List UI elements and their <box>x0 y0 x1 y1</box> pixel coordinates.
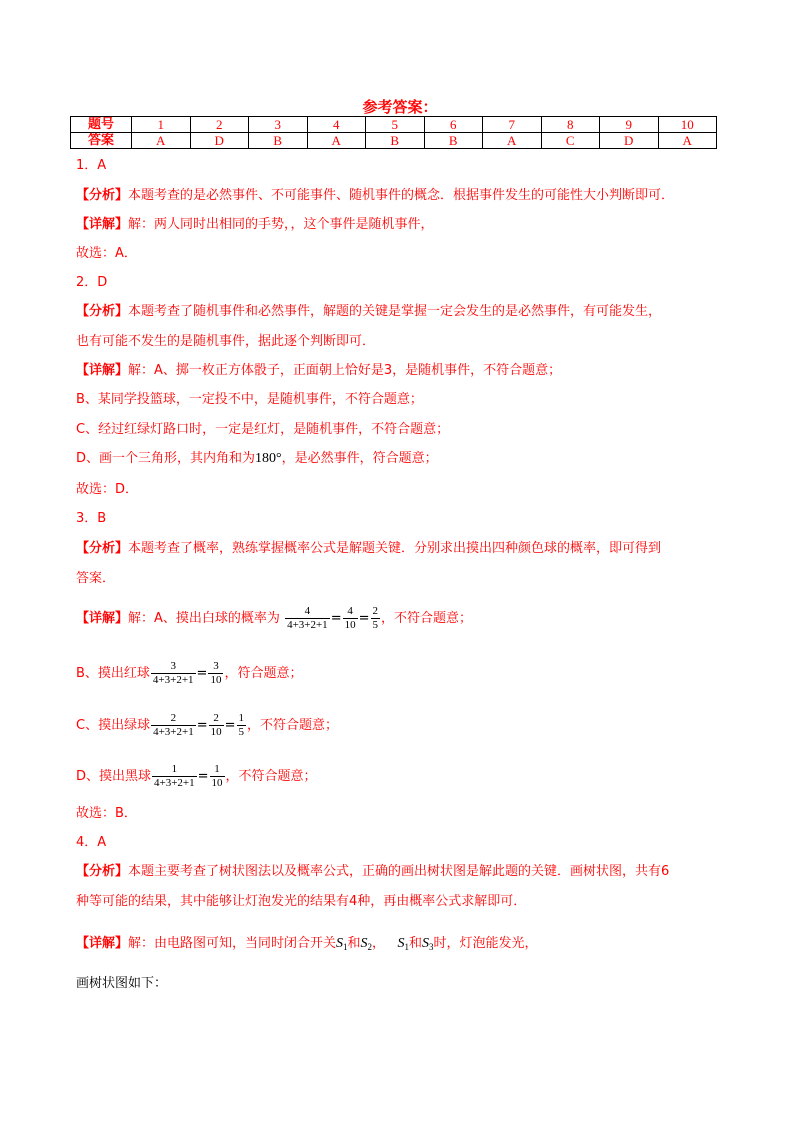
q1-detail <box>76 216 434 234</box>
detail-tag: 【详解】 <box>76 611 129 626</box>
subscript: 3 <box>428 942 434 952</box>
table-cell: B <box>424 133 483 149</box>
numerator: 3 <box>170 660 176 672</box>
equals-sign: = <box>358 611 370 626</box>
table-cell: 5 <box>366 117 425 133</box>
analysis-tag: 【分析】 <box>76 864 129 879</box>
and-word: 和 <box>347 936 361 951</box>
option-c-text: C、摸出绿球 <box>76 718 151 733</box>
table-cell: A <box>307 133 366 149</box>
detail-text: 解：两人同时出相同的手势，，这个事件是随机事件， <box>128 217 434 232</box>
subscript: 1 <box>404 942 409 952</box>
q2-option-b: B、某同学投篮球，一定投不中，是随机事件，不符合题意； <box>76 392 423 407</box>
table-header-answer: 答案 <box>71 133 132 149</box>
q3-option-b <box>76 660 302 687</box>
denominator: 4+3+2+1 <box>154 777 195 789</box>
analysis-text: 本题考查的是必然事件、不可能事件、随机事件的概念．根据事件发生的可能性大小判断即可． <box>128 188 675 203</box>
q3-choice: 故选：B． <box>76 806 137 821</box>
detail-tag: 【详解】 <box>76 217 129 232</box>
switch-s2 <box>361 936 373 951</box>
q2-heading: 2．D <box>76 275 108 290</box>
q4-analysis <box>76 863 669 881</box>
numerator: 4 <box>304 605 311 617</box>
q2-analysis <box>76 303 661 321</box>
numerator: 1 <box>214 763 220 775</box>
equals-sign: = <box>196 666 208 681</box>
q4-detail <box>76 935 538 956</box>
comma: ， <box>372 936 386 951</box>
analysis-tag: 【分析】 <box>76 188 129 203</box>
numerator: 1 <box>238 712 245 724</box>
table-cell: 6 <box>424 117 483 133</box>
switch-s1 <box>336 936 348 951</box>
analysis-text: 本题考查了随机事件和必然事件，解题的关键是掌握一定会发生的是必然事件，有可能发生， <box>128 304 662 319</box>
q1-heading: 1．A <box>76 158 107 173</box>
denominator: 10 <box>210 726 222 738</box>
fraction <box>152 763 197 790</box>
table-cell: 3 <box>249 117 308 133</box>
q2-detail <box>76 362 561 380</box>
table-header-number: 题号 <box>71 117 132 133</box>
equals-sign: = <box>197 769 209 784</box>
detail-tail: 时，灯泡能发光， <box>433 936 538 951</box>
table-cell: 8 <box>541 117 600 133</box>
equals-sign: = <box>224 718 236 733</box>
q4-heading: 4．A <box>76 835 107 850</box>
subscript: 1 <box>343 942 348 952</box>
detail-text: 解：由电路图可知，当同时闭合开关 <box>128 936 337 951</box>
detail-tag: 【详解】 <box>76 936 129 951</box>
fraction <box>210 763 225 790</box>
fraction <box>151 660 196 687</box>
detail-option-a: 解：A、掷一枚正方体骰子，正面朝上恰好是3，是随机事件，不符合题意； <box>128 363 562 378</box>
denominator: 10 <box>344 619 356 631</box>
fraction <box>208 660 223 687</box>
table-cell: 7 <box>483 117 542 133</box>
equals-sign: = <box>196 718 208 733</box>
angle-value: 180° <box>255 451 282 466</box>
option-a-text: 解：A、摸出白球的概率为 <box>128 611 280 626</box>
switch-letter: S <box>360 936 368 951</box>
table-cell: A <box>658 133 717 149</box>
table-cell: B <box>366 133 425 149</box>
numerator: 1 <box>171 763 178 775</box>
option-d-text: D、画一个三角形，其内角和为 <box>76 451 256 466</box>
table-cell: 1 <box>132 117 191 133</box>
table-cell: 4 <box>307 117 366 133</box>
q3-option-c <box>76 712 338 739</box>
table-cell: A <box>483 133 542 149</box>
fraction <box>343 605 358 632</box>
denominator: 4+3+2+1 <box>153 726 194 738</box>
analysis-tag: 【分析】 <box>76 304 129 319</box>
numerator: 2 <box>170 712 177 724</box>
q2-analysis-cont: 也有可能不发生的是随机事件，据此逐个判断即可． <box>76 334 376 349</box>
table-cell: A <box>132 133 191 149</box>
option-b-tail: ，符合题意； <box>224 666 303 681</box>
subscript: 2 <box>367 942 373 952</box>
fraction <box>371 605 381 632</box>
analysis-text: 本题主要考查了树状图法以及概率公式，正确的画出树状图是解此题的关键．画树状图，共有6 <box>128 864 670 879</box>
q3-analysis <box>76 540 661 558</box>
table-cell: 9 <box>600 117 659 133</box>
denominator: 10 <box>210 674 222 686</box>
detail-tag: 【详解】 <box>76 363 129 378</box>
option-d-tail: ，不符合题意； <box>225 769 317 784</box>
q3-detail-a <box>76 605 472 632</box>
answer-table <box>70 116 717 149</box>
q1-analysis <box>76 187 674 205</box>
option-b-text: B、摸出红球 <box>76 666 150 681</box>
q2-option-c: C、经过红绿灯路口时，一定是红灯，是随机事件，不符合题意； <box>76 422 450 437</box>
table-cell: C <box>541 133 600 149</box>
numerator: 2 <box>372 605 378 617</box>
table-cell: 10 <box>658 117 717 133</box>
switch-letter: S <box>421 936 429 951</box>
q4-tree-intro: 画树状图如下： <box>76 976 168 991</box>
denominator: 10 <box>211 777 223 789</box>
option-d-text: D、摸出黑球 <box>76 769 152 784</box>
q3-heading: 3．B <box>76 511 107 526</box>
option-c-tail: ，不符合题意； <box>247 718 339 733</box>
q2-choice: 故选：D． <box>76 482 139 497</box>
table-cell: D <box>190 133 249 149</box>
table-cell: D <box>600 133 659 149</box>
fraction <box>209 712 224 739</box>
switch-s1b <box>397 936 409 951</box>
equals-sign: = <box>330 611 342 626</box>
numerator: 2 <box>213 712 219 724</box>
switch-letter: S <box>336 936 344 951</box>
fraction <box>151 712 196 739</box>
option-d-tail: ，是必然事件，符合题意； <box>281 451 438 466</box>
denominator: 5 <box>238 726 245 738</box>
q4-analysis-cont: 种等可能的结果，其中能够让灯泡发光的结果有4种，再由概率公式求解即可． <box>76 894 527 909</box>
analysis-text: 本题考查了概率，熟练掌握概率公式是解题关键．分别求出摸出四种颜色球的概率，即可得到 <box>128 541 662 556</box>
numerator: 4 <box>347 605 353 617</box>
and-word: 和 <box>408 936 422 951</box>
denominator: 4+3+2+1 <box>287 619 328 631</box>
q1-choice: 故选：A． <box>76 246 137 261</box>
page-title: 参考答案： <box>362 98 438 116</box>
table-row-answers <box>71 133 717 149</box>
table-cell: B <box>249 133 308 149</box>
table-cell: 2 <box>190 117 249 133</box>
option-a-tail: ，不符合题意； <box>381 611 473 626</box>
q3-analysis-cont: 答案． <box>76 571 116 586</box>
q2-option-d <box>76 450 438 468</box>
analysis-tag: 【分析】 <box>76 541 129 556</box>
denominator: 5 <box>372 619 378 631</box>
q3-option-d <box>76 763 317 790</box>
fraction <box>237 712 247 739</box>
fraction <box>285 605 330 632</box>
denominator: 4+3+2+1 <box>152 674 194 686</box>
switch-letter: S <box>397 936 405 951</box>
table-row-numbers <box>71 117 717 133</box>
numerator: 3 <box>213 660 219 672</box>
switch-s3 <box>422 936 434 951</box>
